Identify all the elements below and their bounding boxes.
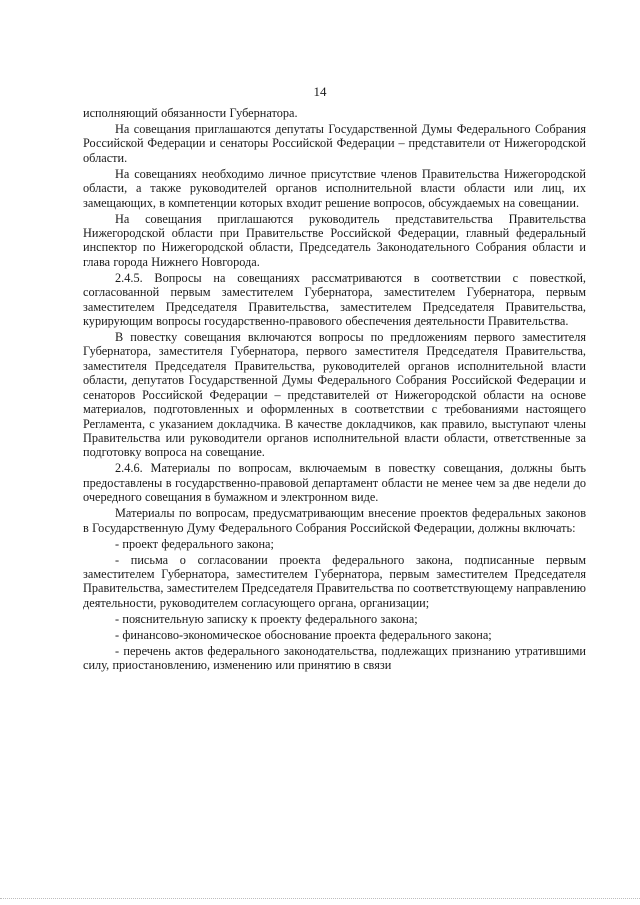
paragraph-7: 2.4.6. Материалы по вопросам, включаемым в повестку совещания, должны быть предоставлены в государственно-правовой департамент области не менее чем за две недели до очередного совещания в бумажном и электронном виде. (83, 461, 586, 505)
document-body (83, 106, 586, 674)
page-number: 14 (313, 84, 327, 99)
paragraph-4: На совещания приглашаются руководитель представительства Правительства Нижегородской области при Правительстве Российской Федерации, главный федеральный инспектор по Нижегородской области, Председатель Законодательного Собрания области и глава города Нижнего Новгорода. (83, 211, 586, 269)
list-item-4: - финансово-экономическое обоснование проекта федерального закона; (115, 627, 492, 642)
list-item-1: - проект федерального закона; (115, 536, 274, 551)
paragraph-2: На совещания приглашаются депутаты Государственной Думы Федерального Собрания Российской Федерации и сенаторы Российской Федерации – представители от Нижегородской области. (83, 122, 586, 165)
paragraph-3: На совещаниях необходимо личное присутствие членов Правительства Нижегородской области, а также руководителей органов исполнительной власти области или лиц, их замещающих, в компетенции которых входит решение вопросов, обсуждаемых на совещании. (83, 166, 586, 210)
paragraph-1: исполняющий обязанности Губернатора. (83, 106, 298, 120)
scan-edge-divider (0, 898, 640, 899)
list-item-5: - перечень актов федерального законодательства, подлежащих признанию утратившими силу, приостановлению, изменению или принятию в связи (83, 643, 586, 673)
paragraph-5: 2.4.5. Вопросы на совещаниях рассматриваются в соответствии с повесткой, согласованной первым заместителем Губернатора, заместителем Губернатора, первым заместителем Председателя Правительства, заместителем Председателя Правительства, курирующим вопросы государственно-правового обеспечения деятельности Правительства. (83, 270, 586, 329)
paragraph-6: В повестку совещания включаются вопросы по предложениям первого заместителя Губернатора, заместителя Губернатора, первого заместителя Председателя Правительства, заместителя Председателя Правительства, руководителей органов исполнительной власти области, депутатов Государственной Думы Федерального Собрания Российской Федерации и сенаторов Российской Федерации – представителей от Нижегородской области на основе материалов, подготовленных и оформленных в соответствии с требованиями настоящего Регламента, с указанием докладчика. В качестве докладчиков, как правило, выступают члены Правительства или руководители органов исполнительной власти области, ответственные за подготовку вопроса на совещание. (83, 330, 586, 460)
list-item-3: - пояснительную записку к проекту федерального закона; (115, 611, 418, 626)
paragraph-8: Материалы по вопросам, предусматривающим внесение проектов федеральных законов в Государственную Думу Федерального Собрания Российской Федерации, должны включать: (83, 506, 586, 535)
list-item-2: - письма о согласовании проекта федерального закона, подписанные первым заместителем Губернатора, заместителем Губернатора, первым заместителем Председателя Правительства, заместителем Председателя Правительства по соответствующему направлению деятельности, руководителем согласующего органа, организации; (83, 552, 586, 610)
